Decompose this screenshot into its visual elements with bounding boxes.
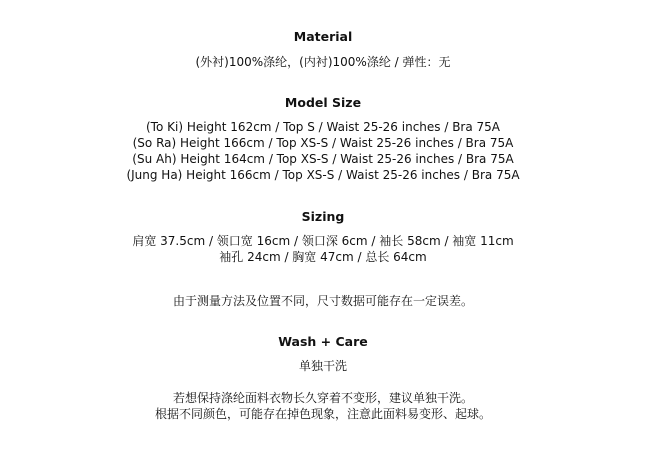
model-size-heading: Model Size xyxy=(284,95,362,110)
model-size-line: (Su Ah) Height 164cm / Top XS-S / Waist 25-26 inches / Bra 75A xyxy=(132,152,514,166)
wash-care-line: 根据不同颜色，可能存在掉色现象，注意此面料易变形、起球。 xyxy=(154,407,491,421)
sizing-note: 由于测量方法及位置不同，尺寸数据可能存在一定误差。 xyxy=(172,294,473,308)
model-size-line: (To Ki) Height 162cm / Top S / Waist 25-26 inches / Bra 75A xyxy=(145,120,501,134)
sizing-line: 肩宽 37.5cm / 领口宽 16cm / 领口深 6cm / 袖长 58cm / 袖宽 11cm xyxy=(132,234,514,248)
material-heading: Material xyxy=(293,29,353,44)
wash-care-heading: Wash + Care xyxy=(278,334,368,349)
material-text: (外衬)100%涤纶，(内衬)100%涤纶 / 弹性：无 xyxy=(195,55,451,69)
wash-care-subtitle: 单独干洗 xyxy=(298,359,347,373)
model-size-line: (Jung Ha) Height 166cm / Top XS-S / Waist 25-26 inches / Bra 75A xyxy=(126,168,520,182)
sizing-line: 袖孔 24cm / 胸宽 47cm / 总长 64cm xyxy=(219,250,427,264)
wash-care-line: 若想保持涤纶面料衣物长久穿着不变形，建议单独干洗。 xyxy=(172,391,473,405)
model-size-line: (So Ra) Height 166cm / Top XS-S / Waist 25-26 inches / Bra 75A xyxy=(132,136,514,150)
sizing-heading: Sizing xyxy=(301,209,345,224)
